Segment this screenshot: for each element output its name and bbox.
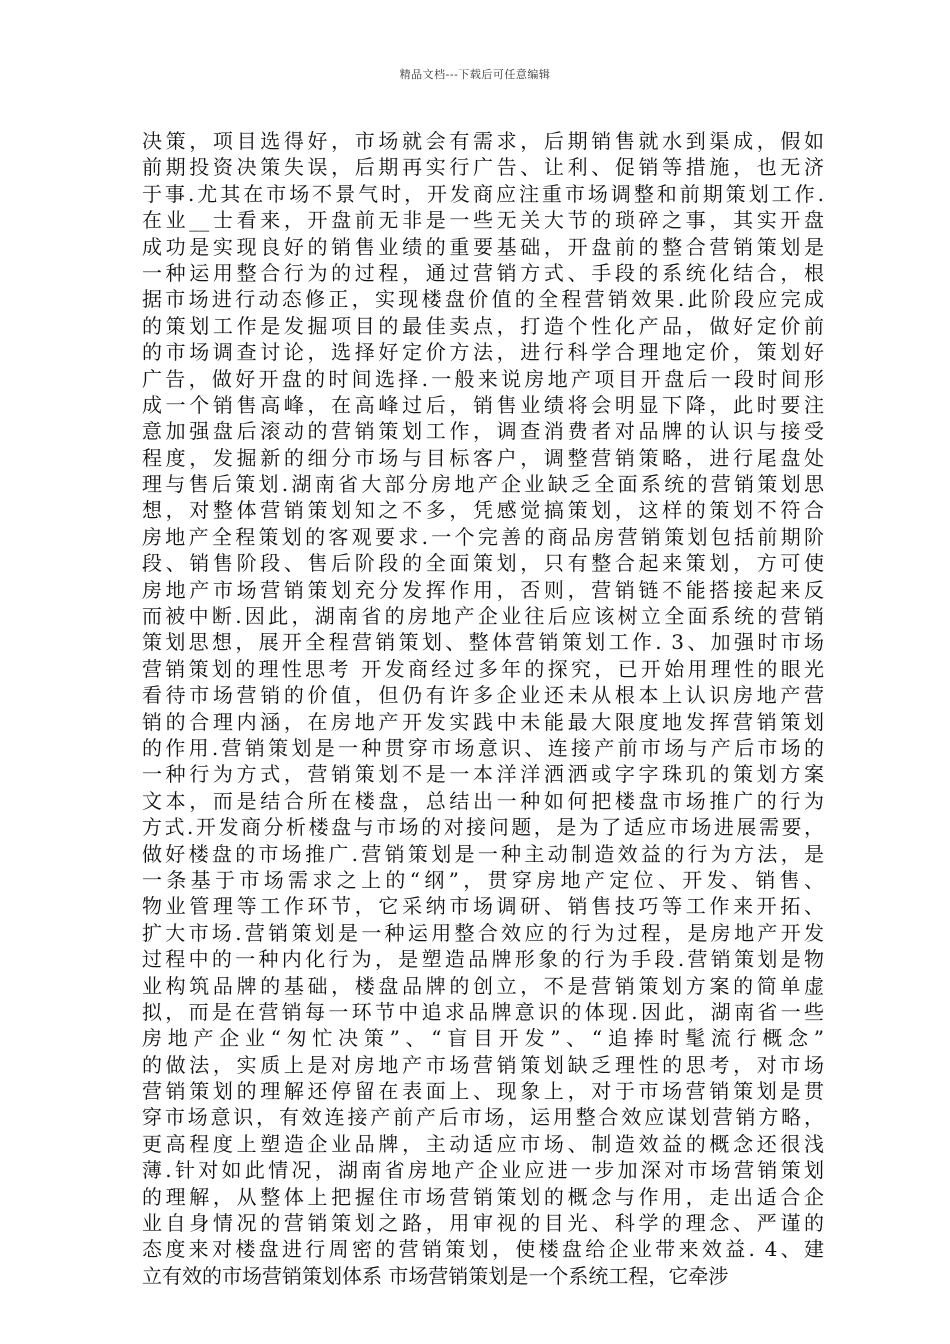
text-line: 在业__士看来，开盘前无非是一些无关大节的琐碎之事，其实开盘 bbox=[142, 208, 824, 233]
text-line: 的理解，从整体上把握住市场营销策划的概念与作用，走出适合企 bbox=[142, 1184, 824, 1209]
body-text bbox=[142, 128, 824, 1289]
text-line: 更高程度上塑造企业品牌，主动适应市场、制造效益的概念还很浅 bbox=[142, 1131, 824, 1156]
text-line: 一种行为方式，营销策划不是一本洋洋洒洒或字字珠玑的策划方案 bbox=[142, 762, 824, 787]
text-line: 的市场调查讨论，选择好定价方法，进行科学合理地定价，策划好 bbox=[142, 340, 824, 365]
text-line: 程度，发掘新的细分市场与目标客户，调整营销策略，进行尾盘处 bbox=[142, 445, 824, 470]
text-line: 房地产企业“匆忙决策”、“盲目开发”、“追捧时髦流行概念” bbox=[142, 1026, 824, 1051]
text-line: 营销策划的理性思考 开发商经过多年的探究，已开始用理性的眼光 bbox=[142, 656, 824, 681]
text-line: 段、销售阶段、售后阶段的全面策划，只有整合起来策划，方可使 bbox=[142, 551, 824, 576]
text-line: 穿市场意识，有效连接产前产后市场，运用整合效应谋划营销方略， bbox=[142, 1105, 824, 1130]
text-line: 过程中的一种内化行为，是塑造品牌形象的行为手段.营销策划是物 bbox=[142, 947, 824, 972]
text-line: 房地产市场营销策划充分发挥作用，否则，营销链不能搭接起来反 bbox=[142, 577, 824, 602]
text-line: 意加强盘后滚动的营销策划工作，调查消费者对品牌的认识与接受 bbox=[142, 419, 824, 444]
text-line: 业自身情况的营销策划之路，用审视的目光、科学的理念、严谨的 bbox=[142, 1211, 824, 1236]
text-line: 决策，项目选得好，市场就会有需求，后期销售就水到渠成，假如 bbox=[142, 129, 824, 153]
page-header: 精品文档---下载后可任意编辑 bbox=[399, 68, 551, 81]
text-line: 广告，做好开盘的时间选择.一般来说房地产项目开盘后一段时间形 bbox=[142, 366, 824, 391]
text-line: 据市场进行动态修正，实现楼盘价值的全程营销效果.此阶段应完成 bbox=[142, 287, 824, 312]
text-line: 前期投资决策失误，后期再实行广告、让利、促销等措施，也无济 bbox=[142, 155, 824, 180]
text-line: 成一个销售高峰，在高峰过后，销售业绩将会明显下降，此时要注 bbox=[142, 392, 824, 417]
text-line: 房地产全程策划的客观要求.一个完善的商品房营销策划包括前期阶 bbox=[142, 524, 824, 549]
text-line: 看待市场营销的价值，但仍有许多企业还未从根本上认识房地产营 bbox=[142, 683, 824, 708]
text-line: 立有效的市场营销策划体系 市场营销策划是一个系统工程，它牵涉 bbox=[142, 1263, 729, 1288]
text-line: 一条基于市场需求之上的“纲”，贯穿房地产定位、开发、销售、 bbox=[142, 867, 824, 892]
text-line: 销的合理内涵，在房地产开发实践中未能最大限度地发挥营销策划 bbox=[142, 709, 824, 734]
text-line: 营销策划的理解还停留在表面上、现象上，对于市场营销策划是贯 bbox=[142, 1079, 824, 1104]
text-line: 于事.尤其在市场不景气时，开发商应注重市场调整和前期策划工作. bbox=[142, 181, 824, 206]
text-line: 扩大市场.营销策划是一种运用整合效应的行为过程，是房地产开发 bbox=[142, 920, 824, 945]
text-line: 做好楼盘的市场推广.营销策划是一种主动制造效益的行为方法，是 bbox=[142, 841, 824, 866]
text-line: 成功是实现良好的销售业绩的重要基础，开盘前的整合营销策划是 bbox=[142, 234, 824, 259]
text-line: 而被中断.因此，湖南省的房地产企业往后应该树立全面系统的营销 bbox=[142, 604, 824, 629]
text-line: 理与售后策划.湖南省大部分房地产企业缺乏全面系统的营销策划思 bbox=[142, 472, 824, 497]
text-line: 文本，而是结合所在楼盘，总结出一种如何把楼盘市场推广的行为 bbox=[142, 788, 824, 813]
text-line: 策划思想，展开全程营销策划、整体营销策划工作. 3、加强时市场 bbox=[142, 630, 824, 655]
text-line: 想，对整体营销策划知之不多，凭感觉搞策划，这样的策划不符合 bbox=[142, 498, 824, 523]
text-line: 薄.针对如此情况，湖南省房地产企业应进一步加深对市场营销策划 bbox=[142, 1158, 824, 1183]
text-line: 态度来对楼盘进行周密的营销策划，使楼盘给企业带来效益. 4、建 bbox=[142, 1237, 824, 1262]
text-line: 业构筑品牌的基础，楼盘品牌的创立，不是营销策划方案的简单虚 bbox=[142, 973, 824, 998]
text-line: 的策划工作是发掘项目的最佳卖点，打造个性化产品，做好定价前 bbox=[142, 313, 824, 338]
text-line: 的作用.营销策划是一种贯穿市场意识、连接产前市场与产后市场的 bbox=[142, 735, 824, 760]
text-line: 方式.开发商分析楼盘与市场的对接问题，是为了适应市场进展需要， bbox=[142, 815, 824, 840]
text-line: 一种运用整合行为的过程，通过营销方式、手段的系统化结合，根 bbox=[142, 260, 824, 285]
text-line: 拟，而是在营销每一环节中追求品牌意识的体现.因此，湖南省一些 bbox=[142, 999, 824, 1024]
text-line: 物业管理等工作环节，它采纳市场调研、销售技巧等工作来开拓、 bbox=[142, 894, 824, 919]
text-line: 的做法，实质上是对房地产市场营销策划缺乏理性的思考，对市场 bbox=[142, 1052, 824, 1077]
